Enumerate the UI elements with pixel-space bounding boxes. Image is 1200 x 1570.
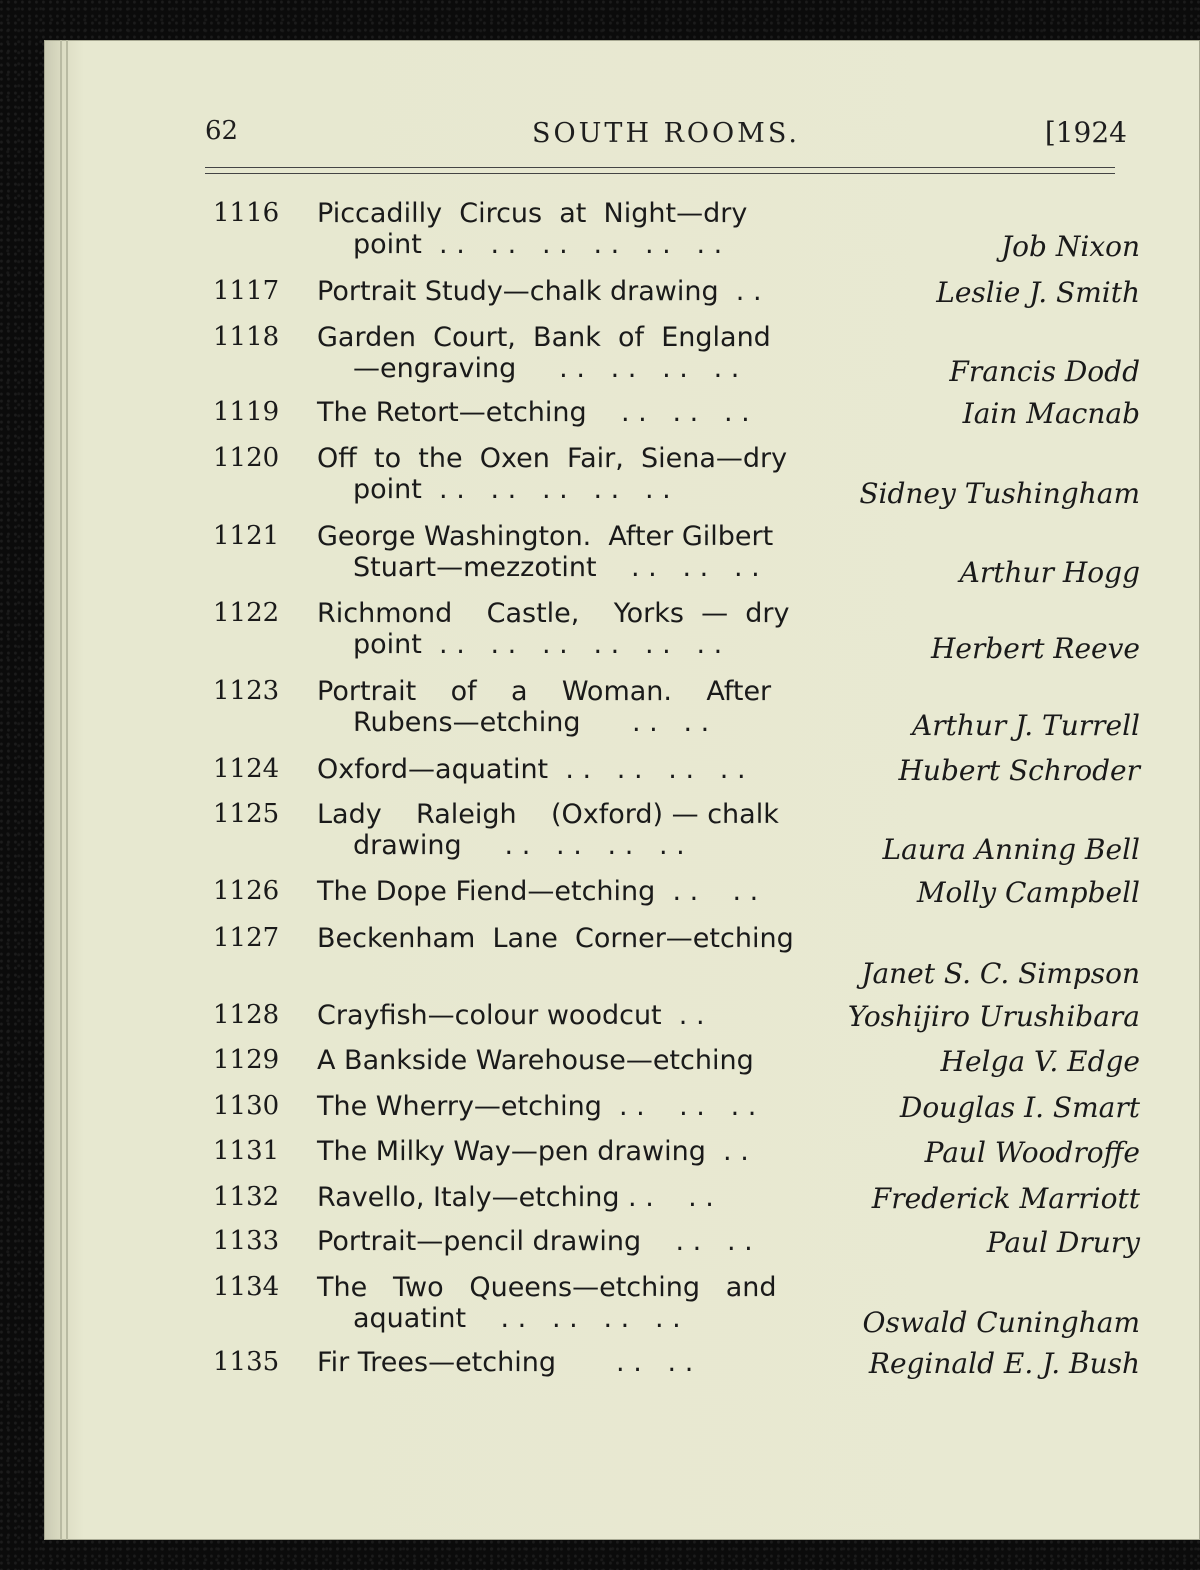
entry-title: Ravello, Italy—etching . . . . bbox=[317, 1182, 714, 1213]
catalogue-entry bbox=[205, 923, 1140, 993]
entry-title: Portrait Study—chalk drawing . . bbox=[317, 276, 762, 307]
catalogue-entry bbox=[205, 1182, 1140, 1218]
catalogue-entry bbox=[205, 443, 1140, 513]
entry-title: Richmond Castle, Yorks — dry bbox=[317, 598, 790, 629]
entry-title-continued: aquatint . . . . . . . . bbox=[353, 1303, 681, 1334]
entry-number: 1126 bbox=[213, 876, 280, 906]
artist-name: Arthur Hogg bbox=[959, 556, 1140, 589]
catalogue-entry bbox=[205, 1136, 1140, 1172]
catalogue-entry bbox=[205, 322, 1140, 392]
entry-title: Lady Raleigh (Oxford) — chalk bbox=[317, 799, 779, 830]
catalogue-entry bbox=[205, 1226, 1140, 1262]
entry-number: 1125 bbox=[213, 799, 280, 829]
catalogue-entry bbox=[205, 198, 1140, 268]
catalogue-entry bbox=[205, 1091, 1140, 1127]
catalogue-entry bbox=[205, 1347, 1140, 1383]
artist-name: Iain Macnab bbox=[962, 397, 1140, 430]
entry-number: 1117 bbox=[213, 276, 280, 306]
catalogue-entry bbox=[205, 799, 1140, 869]
artist-name: Reginald E. J. Bush bbox=[868, 1347, 1140, 1380]
header-rule bbox=[205, 167, 1115, 168]
entry-title: The Dope Fiend—etching . . . . bbox=[317, 876, 759, 907]
entry-number: 1118 bbox=[213, 322, 280, 352]
entry-title: A Bankside Warehouse—etching bbox=[317, 1045, 754, 1076]
artist-name: Douglas I. Smart bbox=[899, 1091, 1140, 1124]
entry-number: 1127 bbox=[213, 923, 280, 953]
entry-title-continued: Rubens—etching . . . . bbox=[353, 707, 710, 738]
catalogue-entry bbox=[205, 521, 1140, 591]
entry-number: 1124 bbox=[213, 754, 280, 784]
entry-number: 1119 bbox=[213, 397, 280, 427]
entry-title: Off to the Oxen Fair, Siena—dry bbox=[317, 443, 788, 474]
entry-number: 1130 bbox=[213, 1091, 280, 1121]
entry-title: Piccadilly Circus at Night—dry bbox=[317, 198, 748, 229]
catalogue-entry bbox=[205, 598, 1140, 668]
entry-number: 1132 bbox=[213, 1182, 280, 1212]
catalogue-entry bbox=[205, 1272, 1140, 1342]
entry-title: George Washington. After Gilbert bbox=[317, 521, 774, 552]
entry-number: 1134 bbox=[213, 1272, 280, 1302]
entry-title-continued: drawing . . . . . . . . bbox=[353, 830, 685, 861]
entry-number: 1135 bbox=[213, 1347, 280, 1377]
artist-name: Job Nixon bbox=[1000, 230, 1140, 263]
entry-title: The Milky Way—pen drawing . . bbox=[317, 1136, 749, 1167]
catalogue-entry bbox=[205, 754, 1140, 790]
year-label: [1924 bbox=[1044, 116, 1127, 149]
entry-title: Crayfish—colour woodcut . . bbox=[317, 1000, 705, 1031]
page-number: 62 bbox=[205, 116, 239, 146]
artist-name: Arthur J. Turrell bbox=[911, 709, 1140, 742]
entry-title: Garden Court, Bank of England bbox=[317, 322, 771, 353]
entry-number: 1120 bbox=[213, 443, 280, 473]
artist-name: Laura Anning Bell bbox=[882, 833, 1140, 866]
catalogue-entry bbox=[205, 876, 1140, 912]
artist-name: Hubert Schroder bbox=[898, 754, 1140, 787]
catalogue-entry bbox=[205, 1000, 1140, 1036]
entry-title: Oxford—aquatint . . . . . . . . bbox=[317, 754, 746, 785]
entry-number: 1131 bbox=[213, 1136, 280, 1166]
entry-title-continued: Stuart—mezzotint . . . . . . bbox=[353, 552, 760, 583]
artist-name: Yoshijiro Urushibara bbox=[847, 1000, 1140, 1033]
catalogue-entry bbox=[205, 276, 1140, 312]
entry-title-continued: point . . . . . . . . . . bbox=[353, 474, 671, 505]
entry-number: 1123 bbox=[213, 676, 280, 706]
entry-title-continued: —engraving . . . . . . . . bbox=[353, 353, 740, 384]
entry-number: 1121 bbox=[213, 521, 280, 551]
artist-name: Paul Woodroffe bbox=[924, 1136, 1140, 1169]
catalogue-entry bbox=[205, 397, 1140, 433]
artist-name: Frederick Marriott bbox=[871, 1182, 1140, 1215]
entry-title: The Two Queens—etching and bbox=[317, 1272, 777, 1303]
artist-name: Janet S. C. Simpson bbox=[861, 957, 1140, 990]
catalogue-entry bbox=[205, 676, 1140, 746]
artist-name: Paul Drury bbox=[986, 1226, 1140, 1259]
page-title: SOUTH ROOMS. bbox=[532, 118, 800, 149]
artist-name: Herbert Reeve bbox=[930, 632, 1140, 665]
entry-number: 1116 bbox=[213, 198, 280, 228]
entry-title: Portrait of a Woman. After bbox=[317, 676, 772, 707]
entry-number: 1122 bbox=[213, 598, 280, 628]
artist-name: Molly Campbell bbox=[916, 876, 1140, 909]
running-header bbox=[205, 112, 1127, 162]
entry-number: 1133 bbox=[213, 1226, 280, 1256]
entry-title: Beckenham Lane Corner—etching bbox=[317, 923, 794, 954]
entry-title: Portrait—pencil drawing . . . . bbox=[317, 1226, 753, 1257]
entry-title: The Retort—etching . . . . . . bbox=[317, 397, 750, 428]
entry-title-continued: point . . . . . . . . . . . . bbox=[353, 229, 723, 260]
artist-name: Leslie J. Smith bbox=[936, 276, 1140, 309]
page-edge-line bbox=[66, 40, 68, 1540]
entry-number: 1128 bbox=[213, 1000, 280, 1030]
catalogue-entry bbox=[205, 1045, 1140, 1081]
entry-title: The Wherry—etching . . . . . . bbox=[317, 1091, 757, 1122]
header-rule bbox=[205, 173, 1115, 174]
entry-title: Fir Trees—etching . . . . bbox=[317, 1347, 694, 1378]
artist-name: Francis Dodd bbox=[949, 355, 1140, 388]
artist-name: Oswald Cuningham bbox=[862, 1306, 1140, 1339]
entry-title-continued: point . . . . . . . . . . . . bbox=[353, 629, 723, 660]
entry-number: 1129 bbox=[213, 1045, 280, 1075]
artist-name: Helga V. Edge bbox=[940, 1045, 1140, 1078]
page-edge-line bbox=[60, 40, 62, 1540]
artist-name: Sidney Tushingham bbox=[859, 477, 1140, 510]
